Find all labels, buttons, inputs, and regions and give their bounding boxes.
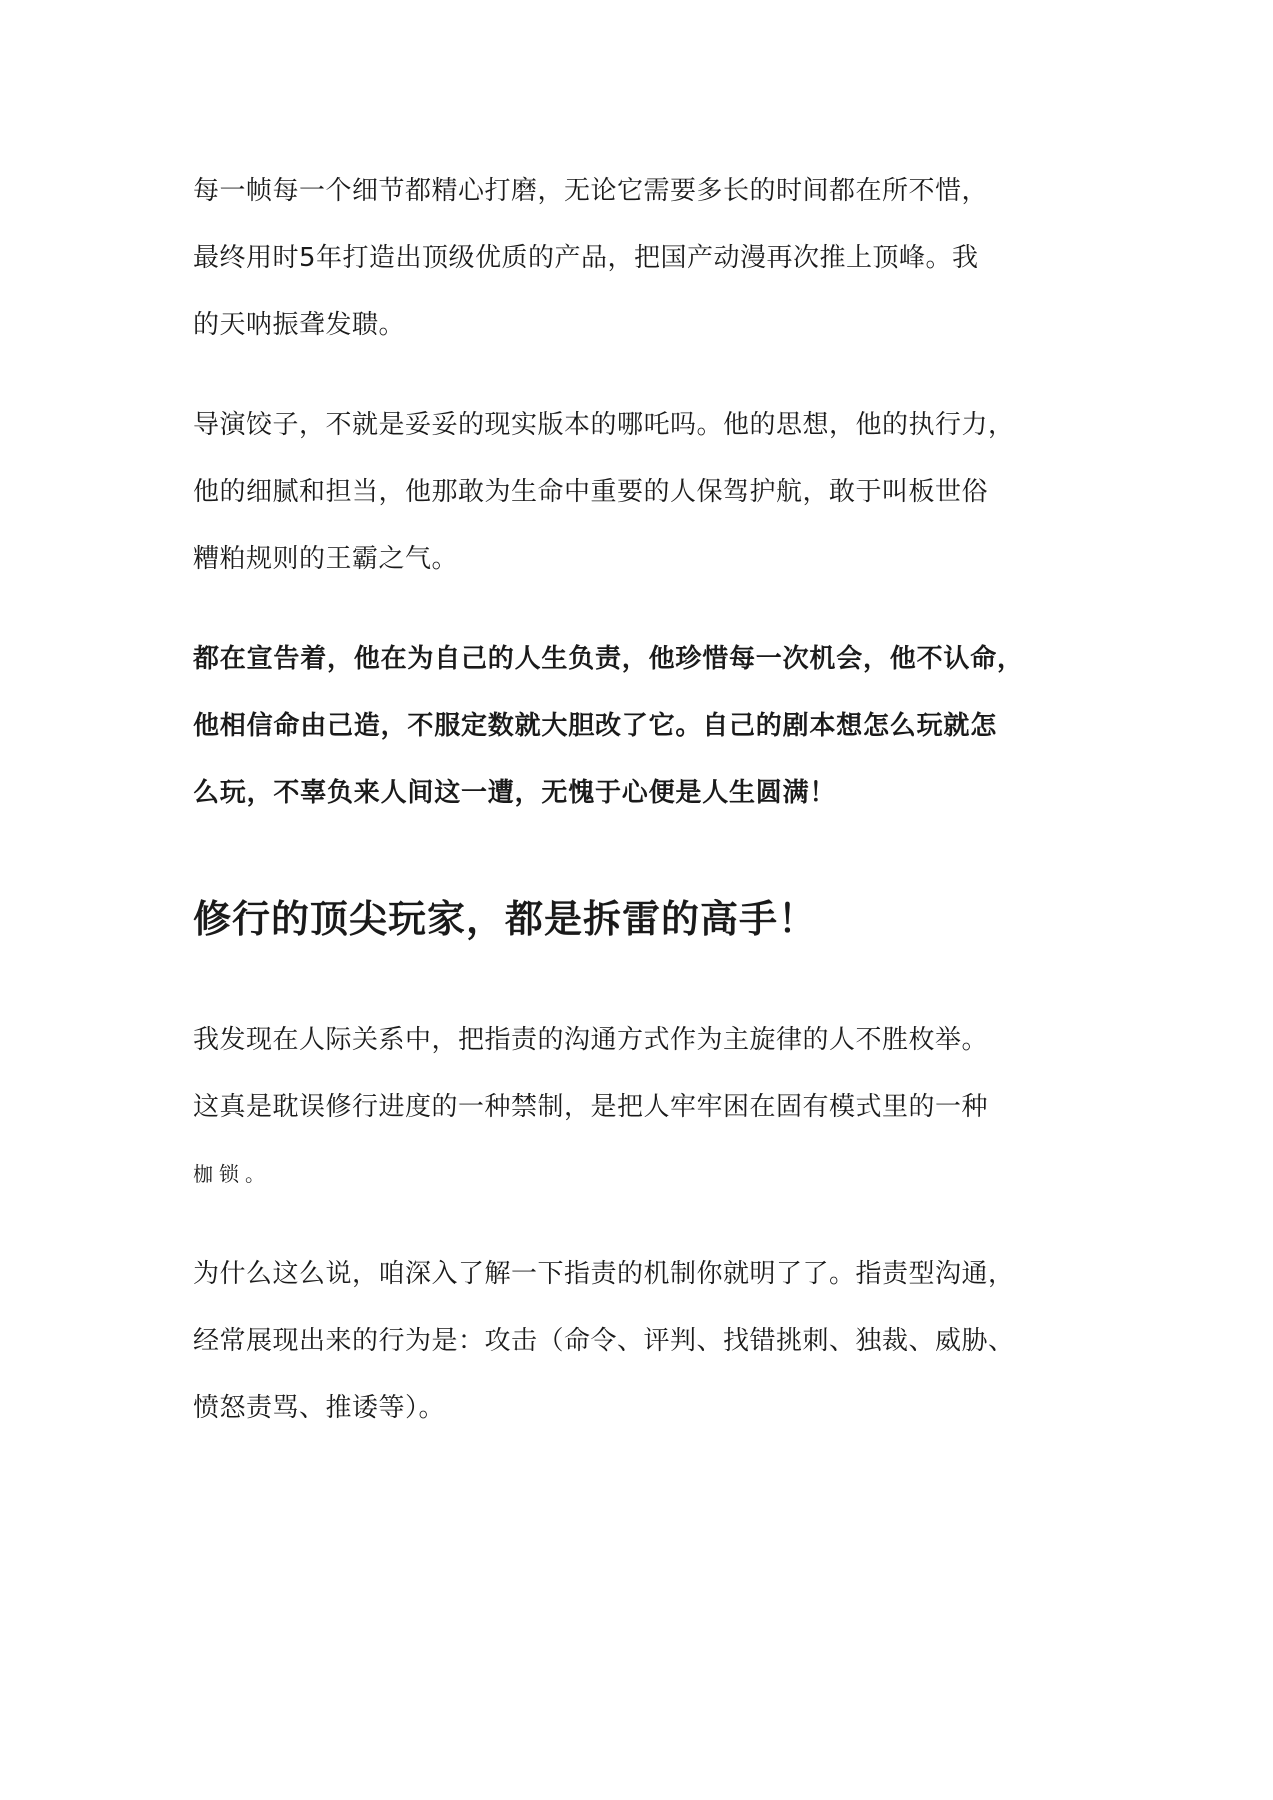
text-line: 经常展现出来的行为是：攻击（命令、评判、找错挑刺、独裁、威胁、 <box>193 1326 1015 1356</box>
text-line: 么玩，不辜负来人间这一遭，无愧于心便是人生圆满！ <box>193 778 837 808</box>
section-heading: 修行的顶尖玩家，都是拆雷的高手！ <box>193 897 818 941</box>
paragraph-spacer <box>193 1208 1093 1241</box>
paragraph-spacer <box>193 359 1093 392</box>
text-line: 为什么这么说，咱深入了解一下指责的机制你就明了了。指责型沟通， <box>193 1259 1015 1289</box>
text-line: 的天呐振聋发聩。 <box>193 310 406 340</box>
section-spacer <box>193 947 1093 1007</box>
paragraph-spacer <box>193 593 1093 626</box>
text-line: 每一帧每一个细节都精心打磨，无论它需要多长的时间都在所不惜， <box>193 176 989 206</box>
text-line: 他相信命由己造，不服定数就大胆改了它。自己的剧本想怎么玩就怎 <box>193 711 998 741</box>
paragraph-4 <box>193 1007 1093 1208</box>
text-line: 枷锁。 <box>193 1162 271 1186</box>
text-line: 愤怒责骂、推诿等）。 <box>193 1393 446 1423</box>
section-spacer <box>193 827 1093 891</box>
paragraph-5 <box>193 1241 1093 1442</box>
text-line: 最终用时5年打造出顶级优质的产品，把国产动漫再次推上顶峰。我 <box>193 243 979 273</box>
text-line: 他的细腻和担当，他那敢为生命中重要的人保驾护航，敢于叫板世俗 <box>193 477 989 507</box>
text-line: 这真是耽误修行进度的一种禁制，是把人牢牢困在固有模式里的一种 <box>193 1092 989 1122</box>
paragraph-3-emphasis <box>193 626 1093 827</box>
text-line: 糟粕规则的王霸之气。 <box>193 544 459 574</box>
text-line: 导演饺子，不就是妥妥的现实版本的哪吒吗。他的思想，他的执行力， <box>193 410 1015 440</box>
text-line: 都在宣告着，他在为自己的人生负责，他珍惜每一次机会，他不认命， <box>193 644 1024 674</box>
paragraph-1 <box>193 158 1093 359</box>
article-body <box>193 158 1093 1442</box>
text-line: 我发现在人际关系中，把指责的沟通方式作为主旋律的人不胜枚举。 <box>193 1025 989 1055</box>
paragraph-2 <box>193 392 1093 593</box>
